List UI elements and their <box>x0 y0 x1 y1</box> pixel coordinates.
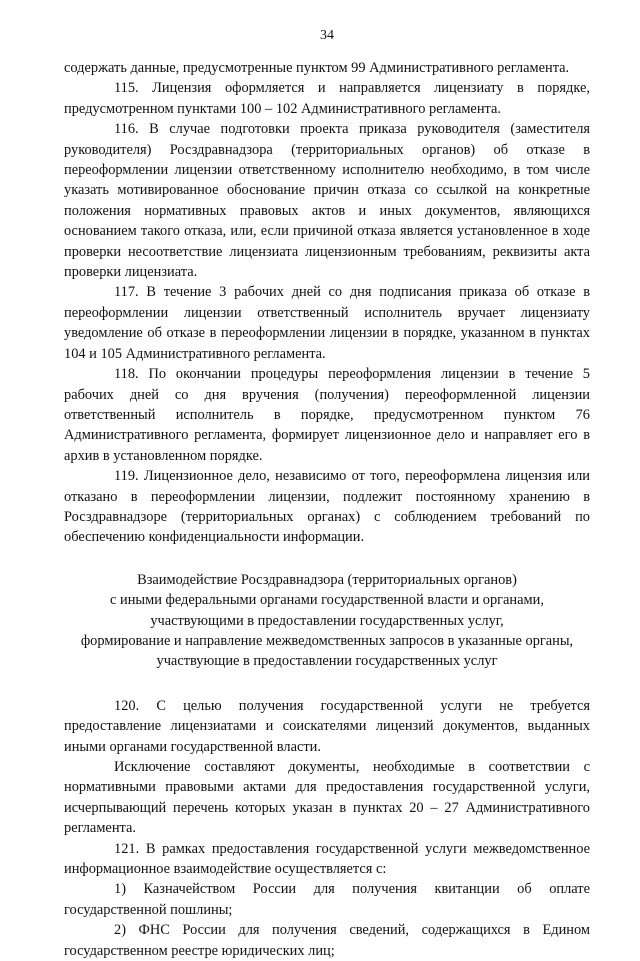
heading-line: формирование и направление межведомственных запросов в указанные органы, <box>80 632 574 649</box>
paragraph-121: 121. В рамках предоставления государственной услуги межведомственное информационное взаимодействие осуществляется с: <box>64 840 590 878</box>
list-item-2: 2) ФНС России для получения сведений, содержащихся в Едином государственном реестре юридических лиц; <box>64 922 590 959</box>
paragraph-115: 115. Лицензия оформляется и направляется лицензиату в порядке, предусмотренном пунктами 100 – 102 Административного регламента. <box>64 80 590 117</box>
heading-line: Взаимодействие Росздравнадзора (территориальных органов) <box>137 571 517 588</box>
body-text-bottom <box>64 696 590 961</box>
paragraph-117: 117. В течение 3 рабочих дней со дня подписания приказа об отказе в переоформлении лицензии ответственный исполнитель вручает лицензиату уведомление об отказе в переоформлении лицензии в порядке, указанном в пунктах 104 и 105 Административного регламента. <box>64 284 590 362</box>
paragraph-116: 116. В случае подготовки проекта приказа руководителя (заместителя руководителя) Росздравнадзора (территориальных органов) об отказе в переоформлении лицензии ответственному исполнителю необходимо, в том числе указать мотивированное обоснование причин отказа со ссылкой на конкретные положения нормативных правовых актов и иных документов, являющихся основанием такого отказа, или, если причиной отказа является установленное в ходе проверки несоответствие лицензиата лицензионным требованиям, реквизиты акта проверки лицензиата. <box>64 121 590 281</box>
body-text-top <box>64 58 590 548</box>
paragraph-continuation: содержать данные, предусмотренные пунктом 99 Административного регламента. <box>64 60 570 76</box>
paragraph-exception: Исключение составляют документы, необходимые в соответствии с нормативными правовыми актами для предоставления государственной услуги, исчерпывающий перечень которых указан в пунктах 20 – 27 Административного регламента. <box>64 759 590 837</box>
paragraph-120: 120. С целью получения государственной услуги не требуется предоставление лицензиатами и соискателями лицензий документов, выданных иными органами государственной власти. <box>64 697 590 755</box>
heading-line: участвующие в предоставлении государственных услуг <box>156 653 498 670</box>
list-item-1: 1) Казначейством России для получения квитанции об оплате государственной пошлины; <box>64 881 590 918</box>
section-heading <box>64 570 590 672</box>
paragraph-119: 119. Лицензионное дело, независимо от того, переоформлена лицензия или отказано в переоформлении лицензии, подлежит постоянному хранению в Росздравнадзоре (территориальных органах) с соблюдением требований по обеспечению конфиденциальности информации. <box>64 468 590 546</box>
page-number: 34 <box>320 28 334 43</box>
heading-line: участвующими в предоставлении государственных услуг, <box>150 612 504 629</box>
paragraph-118: 118. По окончании процедуры переоформления лицензии в течение 5 рабочих дней со дня вручения (получения) переоформленной лицензии ответственный исполнитель в порядке, предусмотренном пунктом 76 Административного регламента, формирует лицензионное дело и направляет его в архив в установленном порядке. <box>64 366 590 464</box>
heading-line: с иными федеральными органами государственной власти и органами, <box>110 592 544 609</box>
